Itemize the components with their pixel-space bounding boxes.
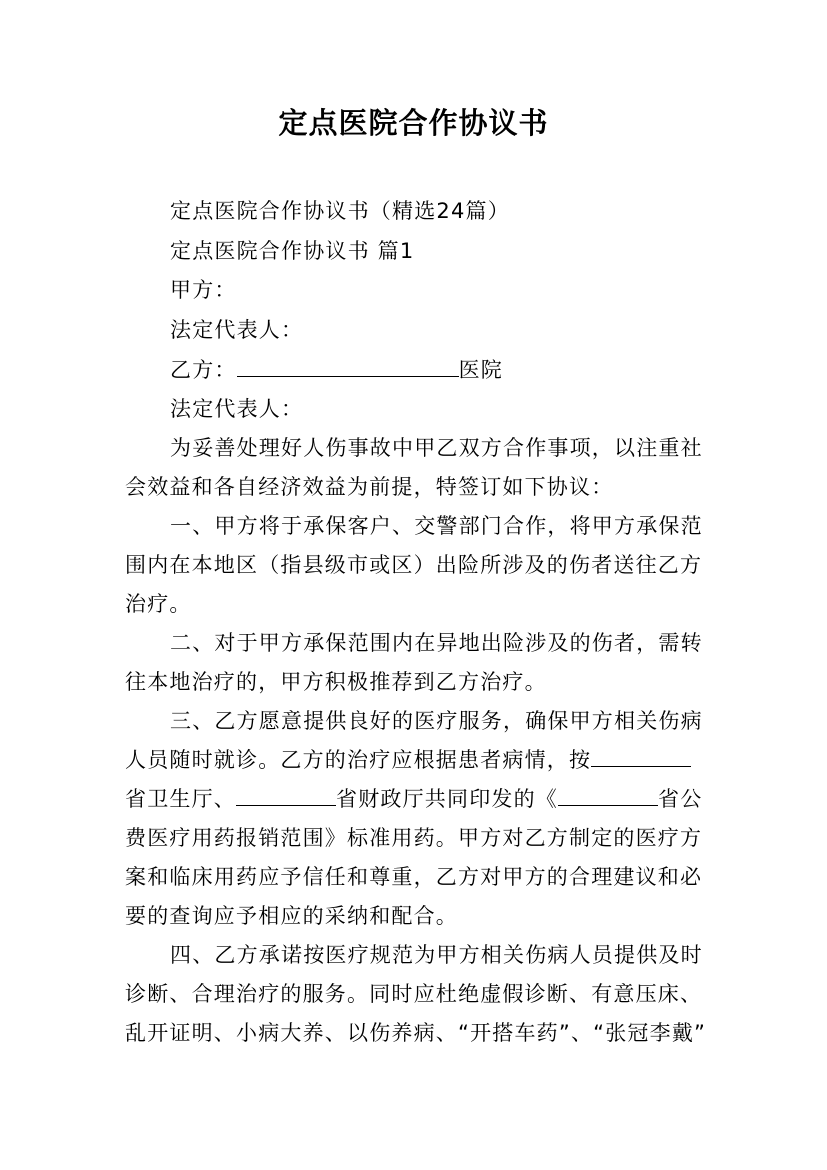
section-heading: 定点医院合作协议书 篇1 [170,239,415,263]
province-blank [236,779,336,806]
paragraph-text: 省财政厅共同印发的《 [336,787,558,811]
paragraph-line: 四、乙方承诺按医疗规范为甲方相关伤病人员提供及时 [170,943,703,967]
document-title: 定点医院合作协议书 [278,106,549,140]
party-a-representative-label: 法定代表人： [170,318,304,342]
paragraph-line: 诊断、合理治疗的服务。同时应杜绝虚假诊断、有意压床、 [125,982,703,1006]
paragraph-line: 围内在本地区（指县级市或区）出险所涉及的伤者送往乙方 [125,553,703,577]
paragraph-line: 乱开证明、小病大养、以伤养病、“开搭车药”、“张冠李戴” [125,1021,707,1045]
party-b-blank [237,350,459,377]
paragraph-line [125,779,715,819]
paragraph-line: 治疗。 [125,592,192,616]
paragraph-text: 省卫生厅、 [125,787,236,811]
paragraph-line: 一、甲方将于承保客户、交警部门合作，将甲方承保范 [170,514,703,538]
province-blank [558,779,658,806]
subtitle-line: 定点医院合作协议书（精选24篇） [170,199,510,223]
province-blank [591,740,691,767]
paragraph-line: 要的查询应予相应的采纳和配合。 [125,904,458,928]
paragraph-line: 往本地治疗的，甲方积极推荐到乙方治疗。 [125,670,547,694]
paragraph-line: 案和临床用药应予信任和尊重，乙方对甲方的合理建议和必 [125,865,703,889]
paragraph-text: 省公 [658,787,703,811]
paragraph-line [125,740,715,780]
party-b-line [170,350,760,390]
paragraph-line: 三、乙方愿意提供良好的医疗服务，确保甲方相关伤病 [170,709,703,733]
party-a-label: 甲方： [170,278,237,302]
paragraph-line: 会效益和各自经济效益为前提，特签订如下协议： [125,475,614,499]
party-b-label: 乙方： [170,358,237,382]
party-b-representative-label: 法定代表人： [170,397,304,421]
paragraph-text: 人员随时就诊。乙方的治疗应根据患者病情，按 [125,748,592,772]
paragraph-line: 费医疗用药报销范围》标准用药。甲方对乙方制定的医疗方 [125,826,703,850]
paragraph-line: 二、对于甲方承保范围内在异地出险涉及的伤者，需转 [170,631,703,655]
party-b-suffix: 医院 [458,358,504,382]
paragraph-line: 为妥善处理好人伤事故中甲乙双方合作事项，以注重社 [170,436,703,460]
